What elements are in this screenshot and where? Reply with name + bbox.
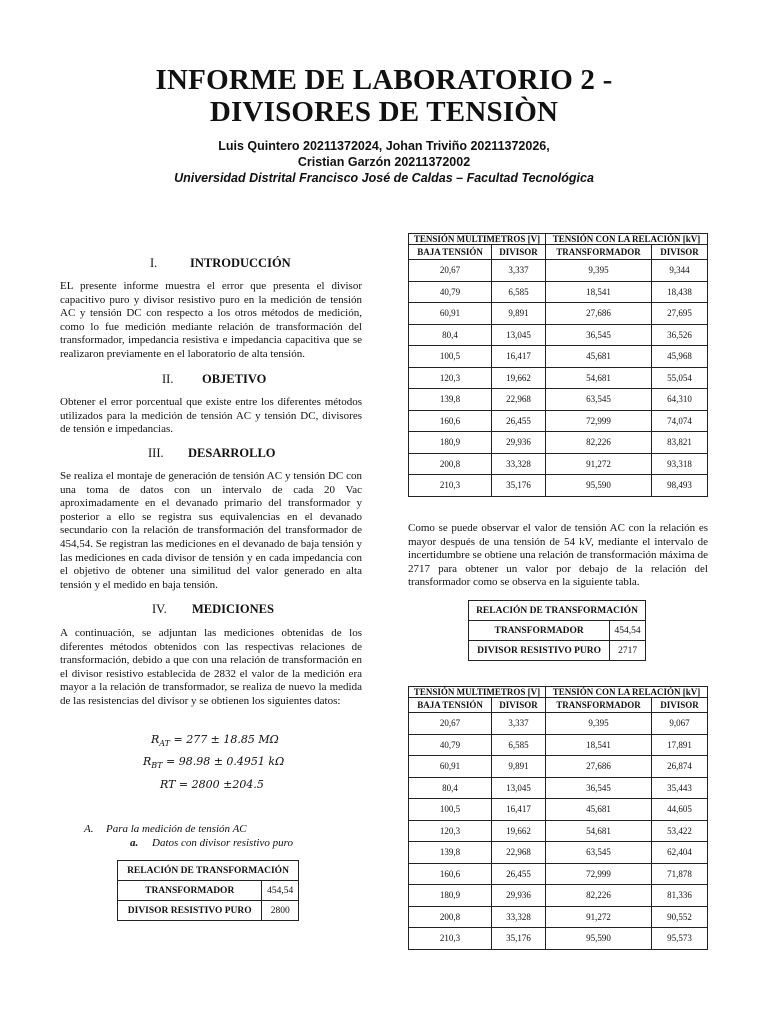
- table-cell: 3,337: [492, 260, 546, 282]
- authors-line-1: Luis Quintero 20211372024, Johan Triviño 20211372026,: [218, 139, 550, 153]
- table-cell: 40,79: [409, 281, 492, 303]
- table-row: [409, 453, 708, 475]
- table-cell: 18,541: [546, 734, 652, 756]
- ratio-table-1: [117, 860, 299, 921]
- subsection-title: Datos con divisor resistivo puro: [152, 837, 293, 849]
- table-cell: 36,526: [651, 324, 707, 346]
- table-row: [409, 303, 708, 325]
- equation-rat: [151, 733, 279, 748]
- authors-line-2: Cristian Garzón 20211372002: [297, 155, 471, 169]
- table-cell: 91,272: [546, 453, 652, 475]
- intro-paragraph: EL presente informe muestra el error que presenta el divisor capacitivo puro y divisor resistivo puro en la medición de tensión AC y tensión DC con respecto a los otros métodos de medición, como lo fue medición mediante relación de transformación del transformador, impedancia resistiva e impedancia capacitiva que se realizaron previamente en el laboratorio de alta tensión.: [60, 280, 362, 360]
- table-cell: 35,176: [492, 475, 546, 497]
- table-cell: 6,585: [492, 734, 546, 756]
- table-row: [409, 928, 708, 950]
- table-cell: 45,681: [546, 346, 652, 368]
- table-cell: 45,681: [546, 799, 652, 821]
- table-cell: 100,5: [409, 799, 492, 821]
- ratio-value: 2800: [262, 901, 299, 921]
- table-cell: 35,443: [651, 777, 707, 799]
- eq-symbol: R: [143, 755, 152, 768]
- objective-paragraph: Obtener el error porcentual que existe entre los diferentes métodos utilizados para la medición de tensión AC y tensión DC, divisores de tensión e impedancias.: [60, 396, 362, 436]
- section-title: OBJETIVO: [202, 372, 267, 386]
- column-header: DIVISOR: [651, 698, 707, 713]
- table-cell: 3,337: [492, 713, 546, 735]
- section-number: IV.: [152, 602, 167, 616]
- table-cell: 93,318: [651, 453, 707, 475]
- table-cell: 54,681: [546, 820, 652, 842]
- table-cell: 9,395: [546, 260, 652, 282]
- column-header: DIVISOR: [651, 245, 707, 260]
- ratio-value: 454,54: [610, 621, 646, 641]
- table-row: [409, 346, 708, 368]
- table-cell: 81,336: [651, 885, 707, 907]
- table-cell: 139,8: [409, 389, 492, 411]
- table-cell: 82,226: [546, 885, 652, 907]
- column-header: BAJA TENSIÓN: [409, 245, 492, 260]
- table-cell: 63,545: [546, 389, 652, 411]
- table-cell: 22,968: [492, 389, 546, 411]
- table-group-header-voltage: TENSIÓN MULTIMETROS [V]: [409, 687, 546, 698]
- table-cell: 120,3: [409, 367, 492, 389]
- table-row: [409, 324, 708, 346]
- table-group-header-ratio: TENSIÓN CON LA RELACIÓN [kV]: [546, 234, 708, 245]
- equation-rbt: [143, 755, 284, 770]
- eq-subscript: BT: [151, 761, 163, 771]
- column-header: DIVISOR: [492, 698, 546, 713]
- section-heading-measurements: [152, 602, 274, 617]
- table-row: [409, 260, 708, 282]
- table-cell: 9,067: [651, 713, 707, 735]
- table-cell: 80,4: [409, 777, 492, 799]
- paper-title: [0, 64, 768, 128]
- table-row: [409, 475, 708, 497]
- equation-rt: [160, 778, 264, 791]
- column-header: TRANSFORMADOR: [546, 698, 652, 713]
- title-line-1: INFORME DE LABORATORIO 2 -: [155, 64, 613, 96]
- table-cell: 27,686: [546, 303, 652, 325]
- section-heading-intro: [150, 256, 291, 271]
- table-cell: 16,417: [492, 799, 546, 821]
- section-title: DESARROLLO: [188, 446, 276, 460]
- table-cell: 26,455: [492, 410, 546, 432]
- table-row: [409, 777, 708, 799]
- table-cell: 82,226: [546, 432, 652, 454]
- ratio-label: DIVISOR RESISTIVO PURO: [469, 641, 610, 661]
- table-cell: 200,8: [409, 906, 492, 928]
- table-cell: 45,968: [651, 346, 707, 368]
- affiliation: Universidad Distrital Francisco José de Caldas – Facultad Tecnológica: [174, 171, 594, 185]
- table-cell: 22,968: [492, 842, 546, 864]
- table-cell: 9,891: [492, 756, 546, 778]
- table-cell: 160,6: [409, 410, 492, 432]
- table-row: [409, 799, 708, 821]
- table-row: [409, 410, 708, 432]
- table-cell: 33,328: [492, 906, 546, 928]
- table-cell: 120,3: [409, 820, 492, 842]
- ratio-label: TRANSFORMADOR: [118, 881, 262, 901]
- table-cell: 60,91: [409, 303, 492, 325]
- table-cell: 64,310: [651, 389, 707, 411]
- table-cell: 180,9: [409, 432, 492, 454]
- table-cell: 44,605: [651, 799, 707, 821]
- table-row: [409, 432, 708, 454]
- eq-value: = 98.98 ± 0.4951 kΩ: [162, 755, 285, 768]
- table-cell: 26,874: [651, 756, 707, 778]
- table-row: [409, 389, 708, 411]
- author-block: [0, 138, 768, 186]
- development-paragraph: Se realiza el montaje de generación de tensión AC y tensión DC con una toma de datos con un intervalo de cada 20 Vac aproximadamente en el devanado primario del transformador y posterior a ello se registra sus equivalencias en el devanado secundario con la relación de transformación del transformador de 454,54. Se registran las mediciones en el devanado de baja tensión y las mediciones en cada divisor de tensión y en cada impedancia con el objetivo de obtener una similitud del valor generado en alta tensión y el medido en baja tensión.: [60, 470, 362, 591]
- data-table-1: [408, 233, 708, 497]
- table-row: [409, 281, 708, 303]
- table-row: [409, 885, 708, 907]
- table-group-header-ratio: TENSIÓN CON LA RELACIÓN [kV]: [546, 687, 708, 698]
- table-cell: 72,999: [546, 863, 652, 885]
- table-cell: 16,417: [492, 346, 546, 368]
- section-number: III.: [148, 446, 164, 460]
- table-cell: 36,545: [546, 777, 652, 799]
- data-table-2-body: [409, 713, 708, 950]
- column-header: BAJA TENSIÓN: [409, 698, 492, 713]
- table-cell: 55,054: [651, 367, 707, 389]
- section-title: MEDICIONES: [192, 602, 274, 616]
- table-cell: 90,552: [651, 906, 707, 928]
- subsection-number: A.: [84, 823, 94, 835]
- table-cell: 60,91: [409, 756, 492, 778]
- table-cell: 91,272: [546, 906, 652, 928]
- section-title: INTRODUCCIÓN: [190, 256, 291, 270]
- ratio-table-header: RELACIÓN DE TRANSFORMACIÓN: [118, 861, 299, 881]
- subsection-a: [84, 823, 247, 835]
- table-cell: 35,176: [492, 928, 546, 950]
- title-line-2: DIVISORES DE TENSIÒN: [209, 96, 559, 128]
- table-cell: 139,8: [409, 842, 492, 864]
- subsection-a-a: [130, 837, 293, 849]
- table-cell: 71,878: [651, 863, 707, 885]
- table-cell: 63,545: [546, 842, 652, 864]
- table-cell: 27,686: [546, 756, 652, 778]
- table-cell: 9,891: [492, 303, 546, 325]
- table-cell: 53,422: [651, 820, 707, 842]
- eq-value: RT = 2800 ±204.5: [160, 778, 264, 791]
- table-cell: 210,3: [409, 928, 492, 950]
- table-cell: 95,590: [546, 928, 652, 950]
- table-cell: 33,328: [492, 453, 546, 475]
- section-number: I.: [150, 256, 158, 270]
- table-cell: 95,573: [651, 928, 707, 950]
- section-heading-development: [148, 446, 276, 461]
- table-row: [409, 863, 708, 885]
- data-table-2: [408, 686, 708, 950]
- table-cell: 18,541: [546, 281, 652, 303]
- table-cell: 100,5: [409, 346, 492, 368]
- table-row: [409, 756, 708, 778]
- table-cell: 6,585: [492, 281, 546, 303]
- table-cell: 20,67: [409, 713, 492, 735]
- table-cell: 98,493: [651, 475, 707, 497]
- ratio-label: DIVISOR RESISTIVO PURO: [118, 901, 262, 921]
- table-cell: 29,936: [492, 885, 546, 907]
- table-cell: 20,67: [409, 260, 492, 282]
- section-heading-objective: [162, 372, 266, 387]
- ratio-table-2: [468, 600, 646, 661]
- table-cell: 19,662: [492, 820, 546, 842]
- table-row: [409, 820, 708, 842]
- ratio-table-header: RELACIÓN DE TRANSFORMACIÓN: [469, 601, 646, 621]
- eq-symbol: R: [151, 733, 160, 746]
- table-cell: 13,045: [492, 777, 546, 799]
- subsection-number: a.: [130, 837, 139, 849]
- section-number: II.: [162, 372, 174, 386]
- table-cell: 9,344: [651, 260, 707, 282]
- table-cell: 72,999: [546, 410, 652, 432]
- table-row: [409, 906, 708, 928]
- table-cell: 160,6: [409, 863, 492, 885]
- table-cell: 13,045: [492, 324, 546, 346]
- table-cell: 200,8: [409, 453, 492, 475]
- subsection-title: Para la medición de tensión AC: [106, 823, 247, 835]
- table-row: [409, 734, 708, 756]
- column-header: TRANSFORMADOR: [546, 245, 652, 260]
- table-cell: 27,695: [651, 303, 707, 325]
- table-cell: 18,438: [651, 281, 707, 303]
- table-row: [469, 641, 646, 661]
- eq-value: = 277 ± 18.85 MΩ: [169, 733, 279, 746]
- table-row: [469, 621, 646, 641]
- table-cell: 54,681: [546, 367, 652, 389]
- table-cell: 83,821: [651, 432, 707, 454]
- column-header: DIVISOR: [492, 245, 546, 260]
- table-cell: 40,79: [409, 734, 492, 756]
- table-cell: 19,662: [492, 367, 546, 389]
- measurements-paragraph: A continuación, se adjuntan las mediciones obtenidas de los diferentes métodos obtenidos con las respectivas relaciones de transformación, debido a que con una relación de transformación en el divisor resistivo establecida de 2832 el valor de la medición era mayor a la relación de transformador, se realiza de nuevo la medida de las resistencias del divisor y se obtienen los siguientes datos:: [60, 627, 362, 707]
- right-paragraph: Como se puede observar el valor de tensión AC con la relación es mayor después de una tensión de 54 kV, mediante el intervalo de incertidumbre se obtiene una relación de transformación máxima de 2717 para obtener un valor por debajo de la relación del transformador como se observa en la siguiente tabla.: [408, 522, 708, 589]
- table-cell: 17,891: [651, 734, 707, 756]
- table-cell: 29,936: [492, 432, 546, 454]
- ratio-value: 2717: [610, 641, 646, 661]
- ratio-value: 454,54: [262, 881, 299, 901]
- table-cell: 9,395: [546, 713, 652, 735]
- table-cell: 80,4: [409, 324, 492, 346]
- eq-subscript: AT: [159, 739, 170, 749]
- table-cell: 210,3: [409, 475, 492, 497]
- table-cell: 26,455: [492, 863, 546, 885]
- table-cell: 74,074: [651, 410, 707, 432]
- table-row: [118, 881, 299, 901]
- table-row: [118, 901, 299, 921]
- table-cell: 95,590: [546, 475, 652, 497]
- ratio-label: TRANSFORMADOR: [469, 621, 610, 641]
- table-cell: 62,404: [651, 842, 707, 864]
- table-group-header-voltage: TENSIÓN MULTIMETROS [V]: [409, 234, 546, 245]
- table-row: [409, 842, 708, 864]
- table-cell: 36,545: [546, 324, 652, 346]
- table-row: [409, 713, 708, 735]
- data-table-1-body: [409, 260, 708, 497]
- table-row: [409, 367, 708, 389]
- table-cell: 180,9: [409, 885, 492, 907]
